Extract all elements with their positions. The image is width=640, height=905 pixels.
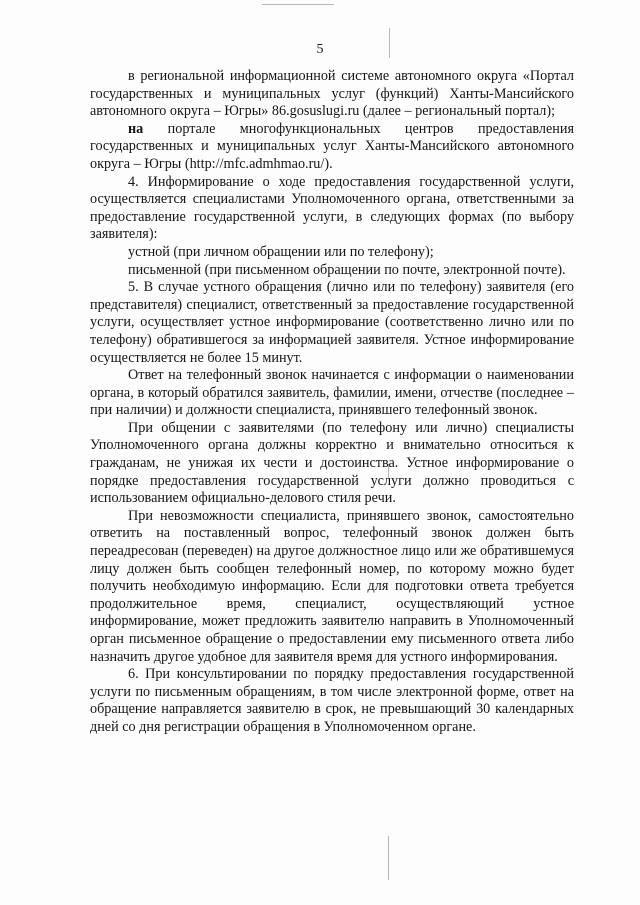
paragraph-written-form: письменной (при письменном обращении по почте, электронной почте).: [128, 261, 566, 278]
page-number: 5: [316, 42, 324, 57]
scan-artifact-top: [262, 4, 334, 5]
paragraph-communication-rules: При общении с заявителями (по телефону или лично) специалисты Уполномоченного органа должны корректно и внимательно относиться к гражданам, не унижая их чести и достоинства. Устное информирование о порядке предоставления государственной услуги должно проводиться с использованием официально-делового стиля речи.: [90, 419, 574, 507]
scan-artifact-fold-lower: [388, 836, 389, 880]
paragraph-oral-form: устной (при личном обращении или по телефону);: [128, 243, 434, 260]
bold-lead-word: на: [128, 120, 144, 137]
paragraph-phone-answer: Ответ на телефонный звонок начинается с информации о наименовании органа, в который обратился заявитель, фамилии, имени, отчестве (последнее – при наличии) и должности специалиста, принявшего телефонный звонок.: [90, 367, 574, 419]
paragraph-4-informing: 4. Информирование о ходе предоставления государственной услуги, осуществляется специалистами Уполномоченного органа, ответственными за предоставление государственной услуги, в следующих формах (по выбору заявителя):: [90, 173, 574, 243]
paragraph-call-redirect: При невозможности специалиста, принявшего звонок, самостоятельно ответить на поставленный вопрос, телефонный звонок должен быть переадресован (переведен) на другое должностное лицо или же обратившемуся лицу должен быть сообщен телефонный номер, по которому можно будет получить необходимую информацию. Если для подготовки ответа требуется продолжительное время, специалист, осуществляющий устное информирование, может предложить заявителю направить в Уполномоченный орган письменное обращение о предоставлении ему письменного ответа либо назначить другое удобное для заявителя время для устного информирования.: [90, 507, 574, 665]
paragraph-mfc-portal: на портале многофункциональных центров предоставления государственных и муниципальных услуг Ханты-Мансийского автономного округа – Югры (http://mfc.admhmao.ru/).: [90, 120, 574, 172]
paragraph-regional-portal: в региональной информационной системе автономного округа «Портал государственных и муниципальных услуг (функций) Ханты-Мансийского автономного округа – Югры» 86.gosuslugi.ru (далее – региональный портал);: [90, 68, 574, 120]
paragraph-6-written-requests: 6. При консультировании по порядку предоставления государственной услуги по письменным обращениям, в том числе электронной форме, ответ на обращение направляется заявителю в срок, не превышающий 30 календарных дней со дня регистрации обращения в Уполномоченном органе.: [90, 666, 574, 735]
document-body: [90, 68, 574, 737]
paragraph-5-oral-request: 5. В случае устного обращения (лично или по телефону) заявителя (его представителя) специалист, ответственный за предоставление государственной услуги, осуществляет устное информирование (соответственно лично или по телефону) обратившегося за информацией заявителя. Устное информирование осуществляется не более 15 минут.: [90, 279, 574, 366]
